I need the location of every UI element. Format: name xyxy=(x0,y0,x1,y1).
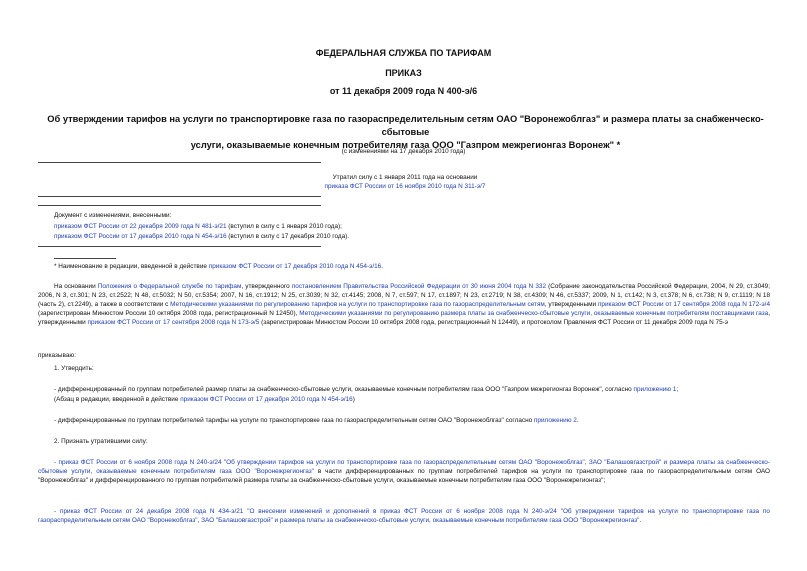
basis-link-resolution[interactable]: постановлением Правительства Российской Федерации от 30 июня 2004 года N 332 xyxy=(291,283,547,290)
basis-link-order-173[interactable]: приказом ФСТ России от 17 сентября 2008 года N 173-э/5 xyxy=(87,318,260,326)
change-link-2[interactable]: приказом ФСТ России от 17 декабря 2010 года N 454-э/16 xyxy=(54,233,227,240)
repealed-order-434-link[interactable]: - приказ ФСТ России от 24 декабря 2008 года N 434-э/21 "О внесении изменений и дополнений в приказ ФСТ России от 6 ноября 2008 года N 240-э/24 "Об утверждении тарифов на услуги по транспортировке газа по газораспределительным сетям ОАО "Воронежоблгаз", ЗАО "Балашовгазстрой" и размера платы за снабженческо-сбытовые услуги, оказываемые конечным потребителям газа ООО "Воронежрегионгаз" xyxy=(38,508,770,524)
basis-paragraph: На основании Положения о Федеральной службе по тарифам, утвержденного постановлением Правительства Российской Федерации от 30 июня 2004 года N 332 (Собрание законодательства Российской Федерации, 2004, N 29, ст.3049; 2006, N 3, ст.301; N 23, ст.2522; N 48, ст.5032; N 50, ст.5354; 2007, N 16, ст.1912; N 25, ст.3039; N 32, ст.4145; 2008, N 7, ст.597; N 17, ст.1897; N 23, ст.2719; N 38, ст.4309; N 46, ст.5337; 2009, N 1, ст.142; N 3, ст.378; N 6, ст.738; N 9, ст.1119; N 18 (часть 2), ст.2249), а также в соответствии с Методическими указаниями по регулированию тарифов на услуги по транспортировке газа по газораспределительным сетям, утвержденными приказом ФСТ России от 17 сентября 2008 года N 172-э/4 (зарегистрирован Минюстом России 10 октября 2008 года, регистрационный N 12450), Методическими указаниями по регулированию размера платы за снабженческо-сбытовые услуги, оказываемые конечным потребителям поставщиками газа, утвержденными приказом ФСТ России от 17 сентября 2008 года N 173-э/5 (зарегистрирован Минюстом России 10 октября 2008 года, регистрационный N 12449), и протоколом Правления ФСТ России от 11 декабря 2009 года N 75-э xyxy=(38,283,771,326)
document-title xyxy=(38,113,773,152)
change-item: приказом ФСТ России от 17 декабря 2010 года N 454-э/16 (вступил в силу с 17 декабря 2010 года). xyxy=(54,233,350,240)
item-2a: - приказ ФСТ России от 6 ноября 2008 года N 240-э/24 "Об утверждении тарифов на услуги по транспортировке газа по газораспределительным сетям ОАО "Воронежоблгаз", ЗАО "Балашовгазстрой" и размера платы за снабженческо-сбытовые услуги, оказываемые конечным потребителям газа ООО "Воронежрегионгаз" в части дифференцированных по группам потребителей тарифов на услуги по транспортировке газа по газораспределительным сетям ОАО "Воронежоблгаз" и дифференцированного по группам потребителей размера платы за снабженческо-сбытовые услуги, оказываемые конечным потребителям газа ООО "Воронежрегионгаз"; xyxy=(38,459,770,484)
appendix-1-link[interactable]: приложению 1 xyxy=(633,386,677,393)
agency-heading: ФЕДЕРАЛЬНАЯ СЛУЖБА ПО ТАРИФАМ xyxy=(315,48,492,58)
item-2b: - приказ ФСТ России от 24 декабря 2008 года N 434-э/21 "О внесении изменений и дополнений в приказ ФСТ России от 6 ноября 2008 года N 240-э/24 "Об утверждении тарифов на услуги по транспортировке газа по газораспределительным сетям ОАО "Воронежоблгаз", ЗАО "Балашовгазстрой" и размера платы за снабженческо-сбытовые услуги, оказываемые конечным потребителям газа ООО "Воронежрегионгаз". xyxy=(38,508,770,524)
expired-line: Утратил силу с 1 января 2011 года на основании xyxy=(332,174,478,181)
changes-intro: Документ с изменениями, внесенными: xyxy=(54,212,172,219)
item-1b: - дифференцированные по группам потребителей тарифы на услуги по транспортировке газа по газораспределительным сетям ОАО "Воронежоблгаз" согласно приложению 2. xyxy=(54,417,579,424)
basis-link-regulation[interactable]: Положения о Федеральной службе по тарифам xyxy=(97,283,242,290)
doc-date-number: от 11 декабря 2009 года N 400-э/6 xyxy=(329,86,478,96)
repealed-order-240-link[interactable]: - приказ ФСТ России от 6 ноября 2008 года N 240-э/24 "Об утверждении тарифов на услуги по транспортировке газа по газораспределительным сетям ОАО "Воронежоблгаз", ЗАО "Балашовгазстрой" и размера платы за снабженческо-сбытовые услуги, оказываемые конечным потребителям газа ООО "Воронежрегионгаз" xyxy=(38,459,770,475)
footnote-link[interactable]: приказом ФСТ России от 17 декабря 2010 года N 454-э/16 xyxy=(208,263,382,270)
divider xyxy=(38,205,321,206)
basis-link-method-fee[interactable]: Методическими указаниями по регулированию размера платы за снабженческо-сбытовые услуги, оказываемые конечным потребителям поставщиками газа xyxy=(299,309,769,317)
expired-order-link[interactable]: приказа ФСТ России от 16 ноября 2010 года N 311-э/7 xyxy=(324,182,486,190)
divider xyxy=(38,196,321,197)
item-1: 1. Утвердить: xyxy=(54,365,94,372)
item-1a-note-link[interactable]: приказом ФСТ России от 17 декабря 2010 года N 454-э/16 xyxy=(180,396,353,403)
amendment-note: (с изменениями на 17 декабря 2010 года) xyxy=(341,148,466,155)
divider xyxy=(38,246,321,247)
item-1a: - дифференцированный по группам потребителей размер платы за снабженческо-сбытовые услуги, оказываемые конечным потребителям газа ООО "Газпром межрегионгаз Воронеж", согласно приложению 1; xyxy=(54,386,679,393)
expired-notice xyxy=(260,174,550,192)
divider xyxy=(38,162,321,163)
title-line-2: услуги, оказываемые конечным потребителям газа ООО "Газпром межрегионгаз Воронеж" * xyxy=(190,140,621,150)
appendix-2-link[interactable]: приложению 2 xyxy=(533,417,577,424)
footnote-divider xyxy=(54,258,116,259)
item-1a-note: (Абзац в редакции, введенной в действие приказом ФСТ России от 17 декабря 2010 года N 454-э/16) xyxy=(54,396,355,403)
footnote: * Наименование в редакции, введенной в действие приказом ФСТ России от 17 декабря 2010 года N 454-э/16. xyxy=(54,263,384,270)
change-item: приказом ФСТ России от 22 декабря 2009 года N 481-э/21 (вступил в силу с 1 января 2010 года); xyxy=(54,223,342,230)
basis-link-method-transport[interactable]: Методическими указаниями по регулированию тарифов на услуги по транспортировке газа по газораспределительным сетям xyxy=(170,300,545,308)
change-link-1[interactable]: приказом ФСТ России от 22 декабря 2009 года N 481-э/21 xyxy=(54,223,227,230)
title-line-1: Об утверждении тарифов на услуги по транспортировке газа по газораспределительным сетям ОАО "Воронежоблгаз" и размера платы за снабженческо-сбытовые xyxy=(47,114,764,137)
order-word: приказываю: xyxy=(38,352,76,359)
item-2: 2. Признать утратившими силу: xyxy=(54,438,148,445)
doc-type-heading: ПРИКАЗ xyxy=(385,68,422,78)
basis-link-order-172[interactable]: приказом ФСТ России от 17 сентября 2008 года N 172-э/4 xyxy=(597,300,770,308)
